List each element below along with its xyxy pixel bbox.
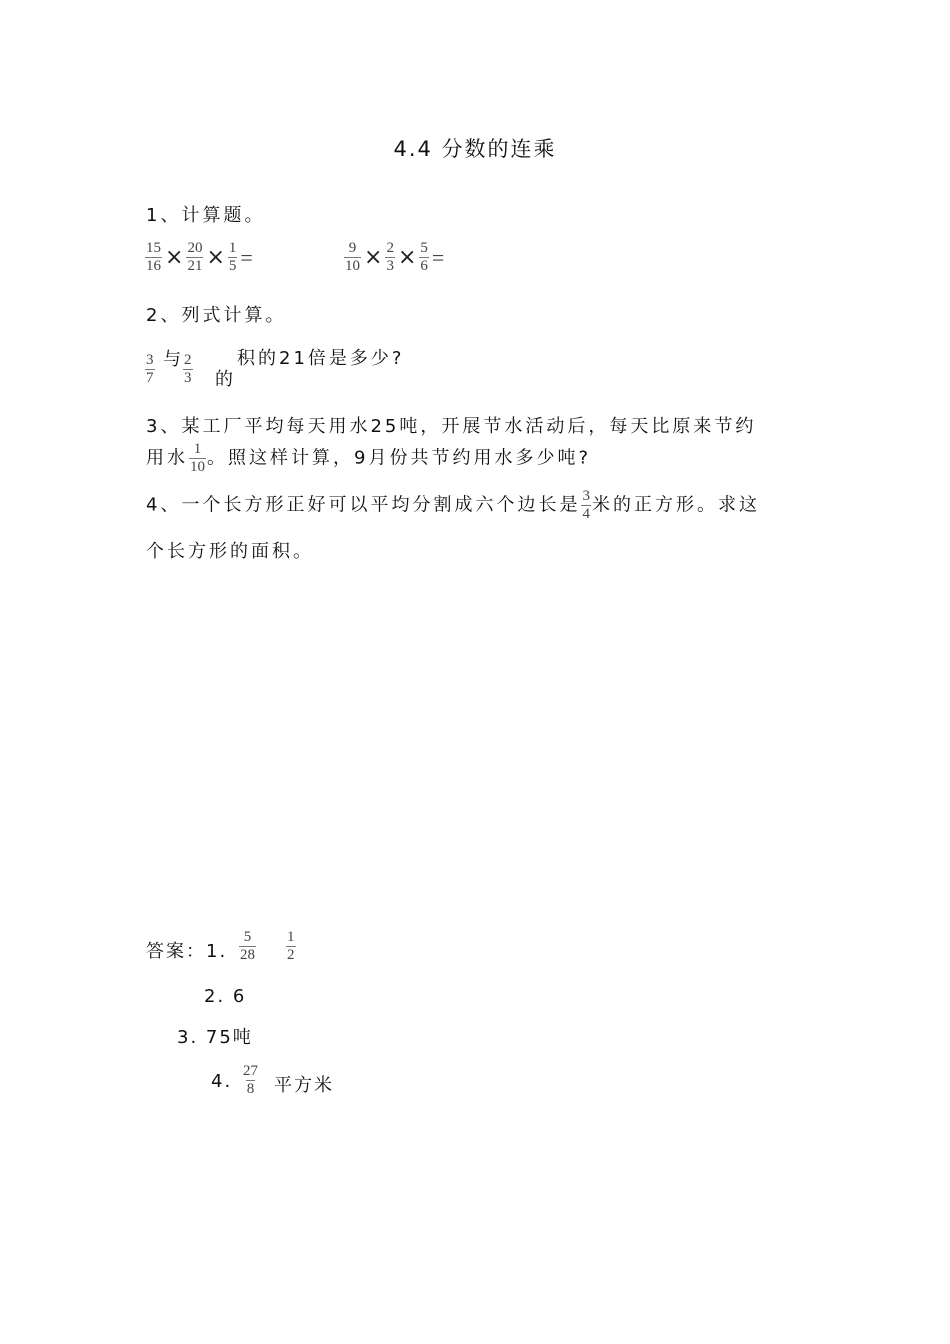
answer-1-fraction-b: $\frac{1}{2}$ [287,929,295,963]
equals-sign: = [431,244,445,270]
q4-line-2: 个长方形的面积。 [146,541,314,562]
fraction: $\frac{20}{21}$ [187,240,203,274]
multiply-sign: × [364,245,383,270]
fraction: $\frac{9}{10}$ [345,240,360,274]
q2-fraction-b: $\frac{2}{3}$ [184,352,192,386]
answer-3: 3. 75吨 [177,1027,253,1048]
q2-fraction-a: $\frac{3}{7}$ [146,352,154,386]
q2-word-yu: 与 [163,349,184,370]
answer-4-fraction: $\frac{27}{8}$ [243,1063,258,1097]
q1-expression-2 [343,240,444,275]
multiply-sign: × [206,245,225,270]
q3-line-2: 用水 $\frac{1}{10}$ 。照这样计算，9月份共节约用水多少吨? [146,441,592,475]
answer-4-number: 4. [211,1071,233,1092]
fraction: $\frac{2}{3}$ [386,240,394,274]
answer-1-fraction-a: $\frac{5}{28}$ [240,929,255,963]
multiply-sign: × [397,245,417,270]
q2-question-text: 积的21倍是多少? [237,348,405,369]
q1-expression-1 [144,240,253,275]
fraction: $\frac{3}{4}$ [582,488,590,522]
answer-4-unit: 平方米 [274,1075,334,1096]
q1-heading: 1、计算题。 [146,205,266,226]
answers-label: 答案：1. [146,941,228,962]
fraction: $\frac{1}{10}$ [190,441,205,475]
equals-sign: = [240,244,253,270]
q4-line-1: 4、一个长方形正好可以平均分割成六个边长是 $\frac{3}{4}$ 米的正方形。求这 [146,488,760,522]
fraction: $\frac{5}{6}$ [420,240,428,274]
q2-heading: 2、列式计算。 [146,305,287,326]
fraction: $\frac{1}{5}$ [228,240,237,274]
q2-word-de: 的 [215,369,236,390]
q3-line-1: 3、某工厂平均每天用水25吨，开展节水活动后，每天比原来节约 [146,416,757,437]
fraction: $\frac{15}{16}$ [146,240,161,274]
page-title: 4.4 分数的连乘 [393,137,557,161]
multiply-sign: × [165,245,184,270]
answer-2: 2. 6 [204,986,247,1007]
